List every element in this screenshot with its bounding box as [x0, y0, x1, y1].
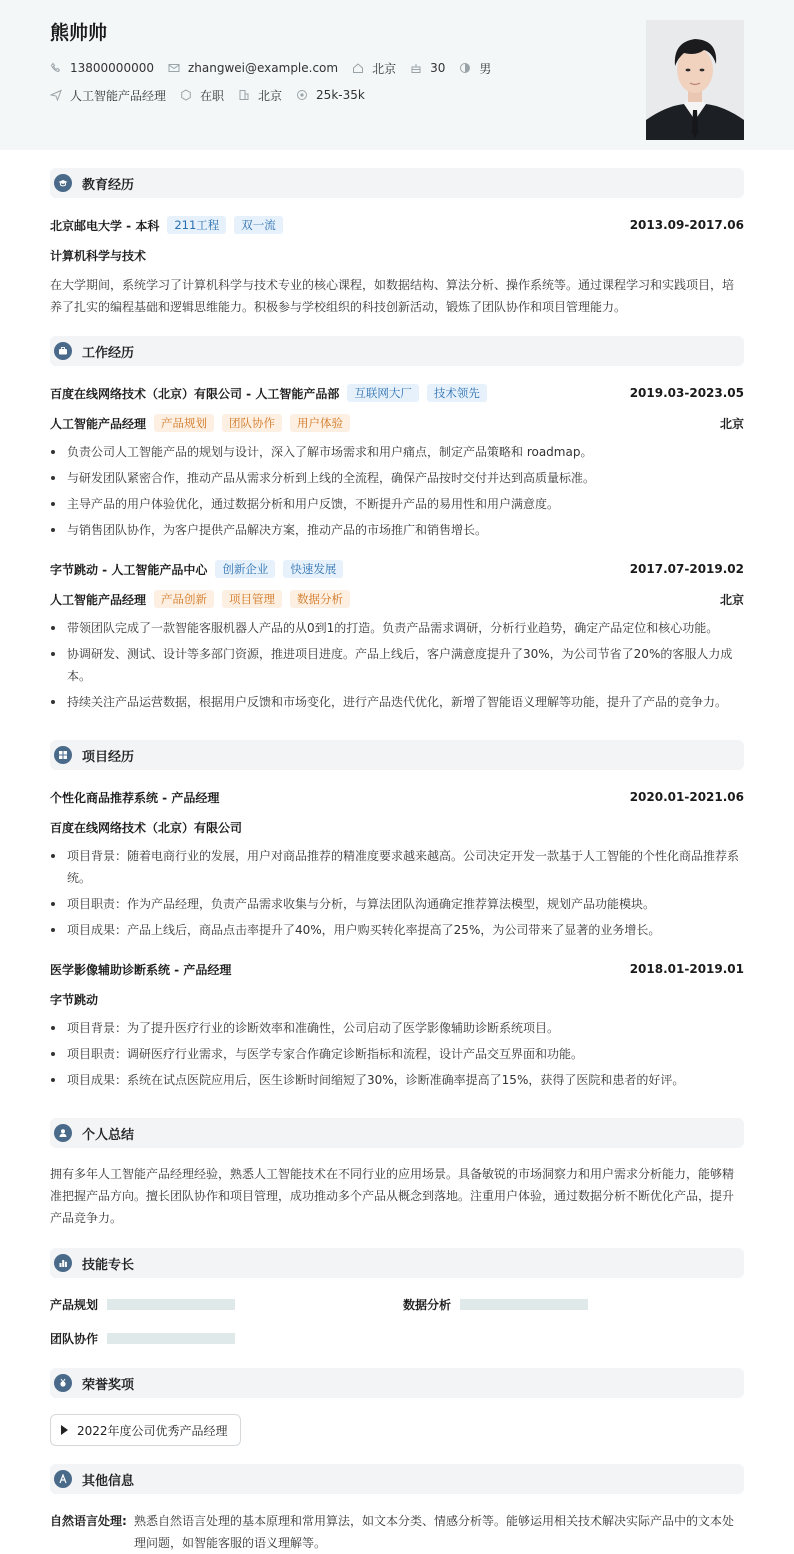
contact-row [50, 60, 505, 76]
job-title-item [50, 87, 166, 104]
project-company-row [50, 818, 744, 836]
project-bullet: 项目背景：为了提升医疗行业的诊断效率和准确性，公司启动了医学影像辅助诊断系统项目。 [50, 1017, 744, 1039]
education-major-row [50, 246, 744, 264]
job-bullet: 负责公司人工智能产品的规划与设计，深入了解市场需求和用户痛点，制定产品策略和 roadmap。 [50, 441, 744, 463]
skill-level-bar [107, 1299, 235, 1310]
role-tag: 数据分析 [290, 590, 350, 608]
company-tag: 技术领先 [427, 384, 487, 402]
section-title: 工作经历 [82, 345, 135, 361]
phone-number: 13800000000 [70, 61, 154, 75]
company-name: 字节跳动 - 人工智能产品中心 [50, 562, 208, 577]
hometown-text: 北京 [372, 61, 397, 76]
job-role: 人工智能产品经理 [50, 592, 147, 607]
project-name-row [50, 960, 744, 978]
job-company-row [50, 560, 744, 578]
school-tag: 双一流 [234, 216, 283, 234]
salary-text: 25k-35k [316, 88, 365, 102]
company-tag: 快速发展 [283, 560, 343, 578]
work-section-header [50, 336, 744, 366]
awards-section-header [50, 1368, 744, 1398]
job-date: 2019.03-2023.05 [629, 386, 744, 400]
role-tag: 产品创新 [154, 590, 214, 608]
skill-item [50, 1296, 235, 1313]
project-bullet: 项目职责：调研医疗行业需求，与医学专家合作确定诊断指标和流程，设计产品交互界面和功能。 [50, 1043, 744, 1065]
job-role-row [50, 414, 744, 432]
job-location: 北京 [719, 416, 744, 431]
phone-item [50, 61, 154, 75]
other-section-header [50, 1464, 744, 1494]
status-item [180, 87, 224, 104]
skill-level-bar [460, 1299, 588, 1310]
project-company-row [50, 990, 744, 1008]
status-text: 在职 [200, 88, 225, 103]
home-icon [352, 62, 364, 74]
bar-chart-icon [54, 1254, 72, 1272]
skill-level-bar [107, 1333, 235, 1344]
job-bullet: 主导产品的用户体验优化，通过数据分析和用户反馈，不断提升产品的易用性和用户满意度。 [50, 493, 744, 515]
education-section-header [50, 168, 744, 198]
job-info-row [50, 87, 379, 103]
role-tag: 团队协作 [222, 414, 282, 432]
candidate-name: 熊帅帅 [50, 22, 108, 44]
job-date: 2017.07-2019.02 [629, 562, 744, 576]
job-bullet: 协调研发、测试、设计等多部门资源，推进项目进度。产品上线后，客户满意度提升了30%，为公司节省了20%的客服人力成本。 [50, 643, 744, 687]
award-item[interactable] [50, 1414, 241, 1446]
mail-icon [168, 62, 180, 74]
job-title-text: 人工智能产品经理 [70, 88, 167, 103]
project-bullet: 项目成果：系统在试点医院应用后，医生诊断时间缩短了30%，诊断准确率提高了15%，获得了医院和患者的好评。 [50, 1069, 744, 1091]
education-school-row [50, 216, 744, 234]
briefcase-icon [54, 342, 72, 360]
role-tag: 用户体验 [290, 414, 350, 432]
major-name: 计算机科学与技术 [50, 248, 147, 263]
project-name: 医学影像辅助诊断系统 - 产品经理 [50, 962, 232, 977]
age-text: 30 [430, 61, 446, 75]
job-bullet: 与研发团队紧密合作，推动产品从需求分析到上线的全流程，确保产品按时交付并达到高质量标准。 [50, 467, 744, 489]
skill-name: 产品规划 [50, 1298, 99, 1312]
section-title: 项目经历 [82, 749, 135, 765]
salary-item [296, 88, 365, 102]
skill-item [50, 1330, 235, 1347]
translate-icon [54, 1470, 72, 1488]
project-name-row [50, 788, 744, 806]
section-title: 其他信息 [82, 1473, 135, 1489]
project-name: 个性化商品推荐系统 - 产品经理 [50, 790, 220, 805]
medal-icon [54, 1374, 72, 1392]
phone-icon [50, 62, 62, 74]
email-address: zhangwei@example.com [187, 61, 339, 75]
resume-header [0, 0, 794, 150]
role-tag: 项目管理 [222, 590, 282, 608]
job-company-row [50, 384, 744, 402]
age-item [410, 61, 445, 75]
summary-section-header [50, 1118, 744, 1148]
profile-photo [646, 20, 744, 140]
send-icon [50, 89, 62, 101]
project-company: 百度在线网络技术（北京）有限公司 [50, 820, 243, 835]
award-text: 2022年度公司优秀产品经理 [77, 1423, 228, 1438]
role-tag: 产品规划 [154, 414, 214, 432]
job-role: 人工智能产品经理 [50, 416, 147, 431]
gender-text: 男 [479, 61, 492, 76]
gender-icon [459, 62, 471, 74]
job-bullet: 与销售团队协作，为客户提供产品解决方案，推动产品的市场推广和销售增长。 [50, 519, 744, 541]
job-role-row [50, 590, 744, 608]
skills-section-header [50, 1248, 744, 1278]
education-description: 在大学期间，系统学习了计算机科学与技术专业的核心课程，如数据结构、算法分析、操作系统等。通过课程学习和实践项目，培养了扎实的编程基础和逻辑思维能力。积极参与学校组织的科技创新活动，锻炼了团队协作和项目管理能力。 [50, 278, 735, 314]
school-name: 北京邮电大学 - 本科 [50, 218, 160, 233]
project-date: 2020.01-2021.06 [629, 790, 744, 804]
user-icon [54, 1124, 72, 1142]
status-icon [180, 89, 192, 101]
project-bullet: 项目背景：随着电商行业的发展，用户对商品推荐的精准度要求越来越高。公司决定开发一款基于人工智能的个性化商品推荐系统。 [50, 845, 744, 889]
skill-name: 数据分析 [403, 1298, 452, 1312]
section-title: 个人总结 [82, 1127, 135, 1143]
project-bullet: 项目成果：产品上线后，商品点击率提升了40%，用户购买转化率提高了25%，为公司带来了显著的业务增长。 [50, 919, 744, 941]
gender-item [459, 60, 491, 77]
hometown-item [352, 60, 396, 77]
salary-icon [296, 89, 308, 101]
school-tag: 211工程 [167, 216, 226, 234]
graduation-cap-icon [54, 174, 72, 192]
company-tag: 互联网大厂 [347, 384, 419, 402]
cake-icon [410, 62, 422, 74]
section-title: 教育经历 [82, 177, 135, 193]
project-date: 2018.01-2019.01 [629, 962, 744, 976]
city-item [238, 87, 282, 104]
skill-item [403, 1296, 588, 1313]
grid-icon [54, 746, 72, 764]
job-bullet: 带领团队完成了一款智能客服机器人产品的从0到1的打造。负责产品需求调研，分析行业趋势，确定产品定位和核心功能。 [50, 617, 744, 639]
expand-triangle-icon [61, 1425, 68, 1435]
education-date: 2013.09-2017.06 [629, 218, 744, 232]
company-tag: 创新企业 [215, 560, 275, 578]
building-icon [238, 89, 250, 101]
company-name: 百度在线网络技术（北京）有限公司 - 人工智能产品部 [50, 386, 340, 401]
project-bullet: 项目职责：作为产品经理，负责产品需求收集与分析，与算法团队沟通确定推荐算法模型，规划产品功能模块。 [50, 893, 744, 915]
city-text: 北京 [258, 88, 283, 103]
job-location: 北京 [719, 592, 744, 607]
project-company: 字节跳动 [50, 992, 99, 1007]
job-bullet: 持续关注产品运营数据，根据用户反馈和市场变化，进行产品迭代优化，新增了智能语义理解等功能，提升了产品的竞争力。 [50, 691, 744, 713]
section-title: 荣誉奖项 [82, 1377, 135, 1393]
section-title: 技能专长 [82, 1257, 135, 1273]
other-info-label: 自然语言处理: [50, 1514, 127, 1528]
skill-name: 团队协作 [50, 1332, 99, 1346]
projects-section-header [50, 740, 744, 770]
other-info-text: 熟悉自然语言处理的基本原理和常用算法，如文本分类、情感分析等。能够运用相关技术解决实际产品中的文本处理问题，如智能客服的语义理解等。 [134, 1514, 735, 1550]
email-item [168, 61, 338, 75]
summary-text: 拥有多年人工智能产品经理经验，熟悉人工智能技术在不同行业的应用场景。具备敏锐的市场洞察力和用户需求分析能力，能够精准把握产品方向。擅长团队协作和项目管理，成功推动多个产品从概念到落地。注重用户体验，通过数据分析不断优化产品，提升产品竞争力。 [50, 1167, 735, 1225]
